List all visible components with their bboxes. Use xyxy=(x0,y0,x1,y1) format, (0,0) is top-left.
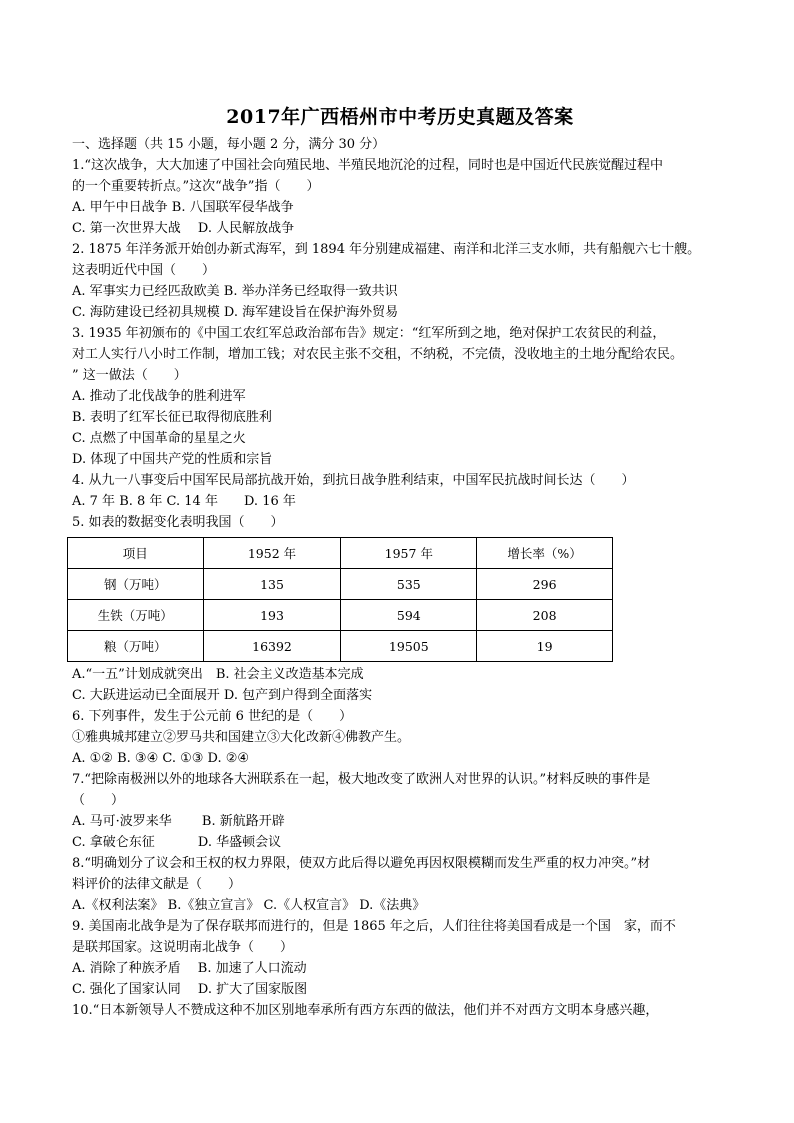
question-stem: 9. 美国南北战争是为了保存联邦而进行的，但是 1865 年之后，人们往往将美国看成是一个国 家，而不 xyxy=(72,919,676,934)
question-stem: 对工人实行八小时工作制，增加工钱；对农民主张不交租，不纳税，不完债，没收地主的土地分配给农民。 xyxy=(72,347,684,362)
question-stem: 2. 1875 年洋务派开始创办新式海军，到 1894 年分别建成福建、南洋和北洋三支水师，共有船舰六七十艘。 xyxy=(72,242,701,257)
section-heading: 一、选择题（共 15 小题，每小题 2 分，满分 30 分） xyxy=(72,137,386,152)
table-row xyxy=(68,600,613,631)
question-stem: 是联邦国家。这说明南北战争（ ） xyxy=(72,940,294,955)
table-header: 1952 年 xyxy=(203,538,341,569)
question-items: ①雅典城邦建立②罗马共和国建立③大化改新④佛教产生。 xyxy=(72,730,411,745)
answer-options: A.“一五”计划成就突出 B. 社会主义改造基本完成 xyxy=(72,667,364,682)
answer-options: A. 马可·波罗来华 B. 新航路开辟 xyxy=(72,814,285,829)
question-stem: 的一个重要转折点。”这次“战争”指（ ） xyxy=(72,179,320,194)
answer-option-c: C. 点燃了中国革命的星星之火 xyxy=(72,431,246,446)
answer-options: C. 拿破仑东征 D. 华盛顿会议 xyxy=(72,835,282,850)
answer-option-d: D. 体现了中国共产党的性质和宗旨 xyxy=(72,452,273,467)
table-cell: 粮（万吨） xyxy=(68,631,204,662)
table-cell: 16392 xyxy=(203,631,341,662)
question-stem: 8.“明确划分了议会和王权的权力界限，使双方此后得以避免再因权限模糊而发生严重的权力冲突。”材 xyxy=(72,856,651,871)
table-cell: 生铁（万吨） xyxy=(68,600,204,631)
table-row xyxy=(68,631,613,662)
answer-options: A. 军事实力已经匹敌欧美 B. 举办洋务已经取得一致共识 xyxy=(72,284,398,299)
answer-options: A. 7 年 B. 8 年 C. 14 年 D. 16 年 xyxy=(72,494,296,509)
question-7 xyxy=(72,769,728,853)
question-stem: （ ） xyxy=(72,793,125,808)
answer-options: A. 甲午中日战争 B. 八国联军侵华战争 xyxy=(72,200,294,215)
question-stem: 这表明近代中国（ ） xyxy=(72,263,216,278)
question-stem: 料评价的法律文献是（ ） xyxy=(72,877,242,892)
table-cell: 钢（万吨） xyxy=(68,569,204,600)
question-1 xyxy=(72,155,728,239)
answer-options: C. 海防建设已经初具规模 D. 海军建设旨在保护海外贸易 xyxy=(72,305,399,320)
table-row xyxy=(68,569,613,600)
table-cell: 135 xyxy=(203,569,341,600)
question-3 xyxy=(72,323,728,470)
question-10 xyxy=(72,1000,728,1021)
answer-options: A.《权利法案》 B.《独立宣言》 C.《人权宣言》 D.《法典》 xyxy=(72,898,426,913)
question-6 xyxy=(72,706,728,769)
table-cell: 19505 xyxy=(341,631,477,662)
answer-options: C. 强化了国家认同 D. 扩大了国家版图 xyxy=(72,982,308,997)
table-cell: 594 xyxy=(341,600,477,631)
question-stem: 5. 如表的数据变化表明我国（ ） xyxy=(72,515,284,530)
question-stem: 4. 从九一八事变后中国军民局部抗战开始，到抗日战争胜利结束，中国军民抗战时间长达（ ） xyxy=(72,473,635,488)
table-cell: 535 xyxy=(341,569,477,600)
question-stem: 3. 1935 年初颁布的《中国工农红军总政治部布告》规定：“红军所到之地，绝对保护工农贫民的利益， xyxy=(72,326,666,341)
table-header: 增长率（%） xyxy=(477,538,613,569)
answer-options: C. 大跃进运动已全面展开 D. 包产到户得到全面落实 xyxy=(72,688,373,703)
question-stem: 7.“把除南极洲以外的地球各大洲联系在一起，极大地改变了欧洲人对世界的认识。”材料反映的事件是 xyxy=(72,772,651,787)
question-stem: 10.“日本新领导人不赞成这种不加区别地奉承所有西方东西的做法，他们并不对西方文明本身感兴趣， xyxy=(72,1003,659,1018)
table-cell: 296 xyxy=(477,569,613,600)
table-header-row xyxy=(68,538,613,569)
answer-option-b: B. 表明了红军长征已取得彻底胜利 xyxy=(72,410,272,425)
data-table xyxy=(67,537,613,662)
table-header: 项目 xyxy=(68,538,204,569)
table-cell: 208 xyxy=(477,600,613,631)
table-cell: 193 xyxy=(203,600,341,631)
answer-options: C. 第一次世界大战 D. 人民解放战争 xyxy=(72,221,295,236)
answer-option-a: A. 推动了北伐战争的胜利进军 xyxy=(72,389,246,404)
exam-page xyxy=(72,104,728,1021)
question-5 xyxy=(72,512,728,706)
page-title: 2017年广西梧州市中考历史真题及答案 xyxy=(226,106,574,128)
answer-options: A. ①② B. ③④ C. ①③ D. ②④ xyxy=(72,751,250,766)
question-4 xyxy=(72,470,728,512)
question-8 xyxy=(72,853,728,916)
answer-options: A. 消除了种族矛盾 B. 加速了人口流动 xyxy=(72,961,307,976)
table-header: 1957 年 xyxy=(341,538,477,569)
question-stem: ” 这一做法（ ） xyxy=(72,368,187,383)
question-stem: 1.“这次战争，大大加速了中国社会向殖民地、半殖民地沉沦的过程，同时也是中国近代民族觉醒过程中 xyxy=(72,158,664,173)
question-stem: 6. 下列事件，发生于公元前 6 世纪的是（ ） xyxy=(72,709,353,724)
question-9 xyxy=(72,916,728,1000)
question-2 xyxy=(72,239,728,323)
table-cell: 19 xyxy=(477,631,613,662)
